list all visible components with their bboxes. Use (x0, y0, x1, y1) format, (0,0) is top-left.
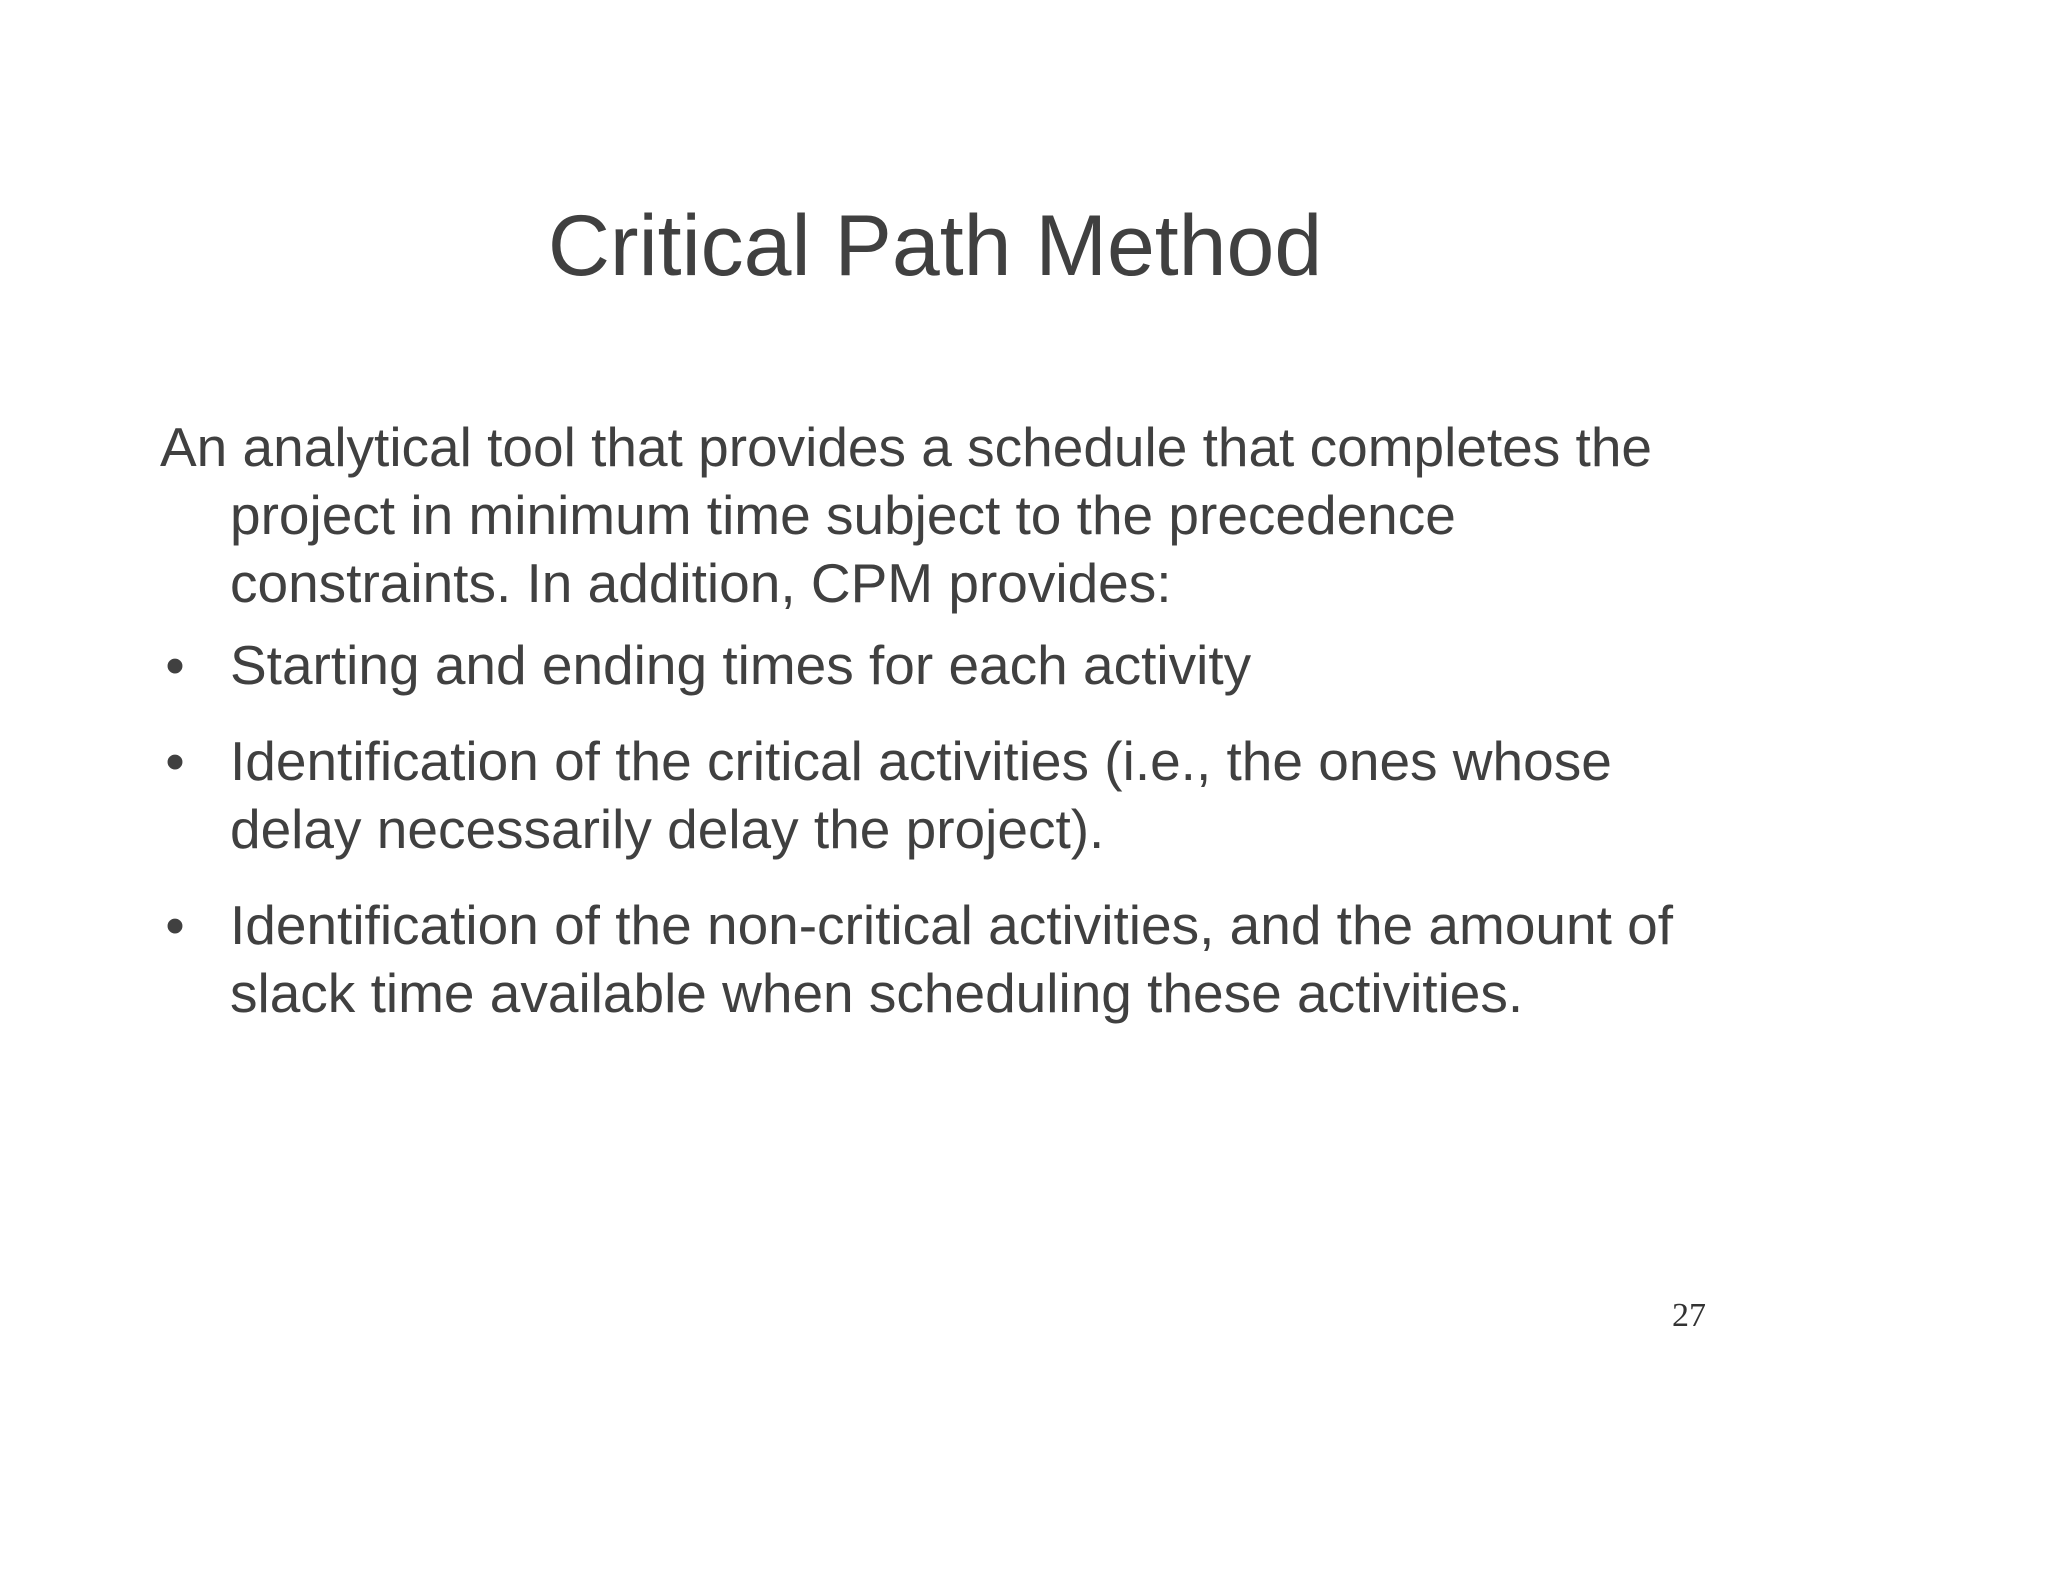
slide-body (160, 413, 1740, 1055)
bullet-text: Starting and ending times for each activity (230, 634, 1252, 696)
page-number: 27 (1672, 1297, 1706, 1334)
bullet-item-start-end-times (160, 631, 1740, 699)
bullet-item-non-critical-activities (160, 891, 1740, 1027)
bullet-list (160, 631, 1740, 1027)
bullet-item-critical-activities (160, 727, 1740, 863)
bullet-icon: • (165, 730, 185, 792)
bullet-icon: • (165, 894, 185, 956)
bullet-icon: • (165, 634, 185, 696)
slide-title: Critical Path Method (547, 198, 1323, 294)
bullet-text: Identification of the critical activities (i.e., the ones whose delay necessarily delay the project). (230, 730, 1612, 860)
bullet-text: Identification of the non-critical activities, and the amount of slack time available when scheduling these activities. (230, 894, 1674, 1024)
intro-paragraph: An analytical tool that provides a schedule that completes the project in minimum time subject to the precedence constraints. In addition, CPM provides: (160, 416, 1653, 614)
